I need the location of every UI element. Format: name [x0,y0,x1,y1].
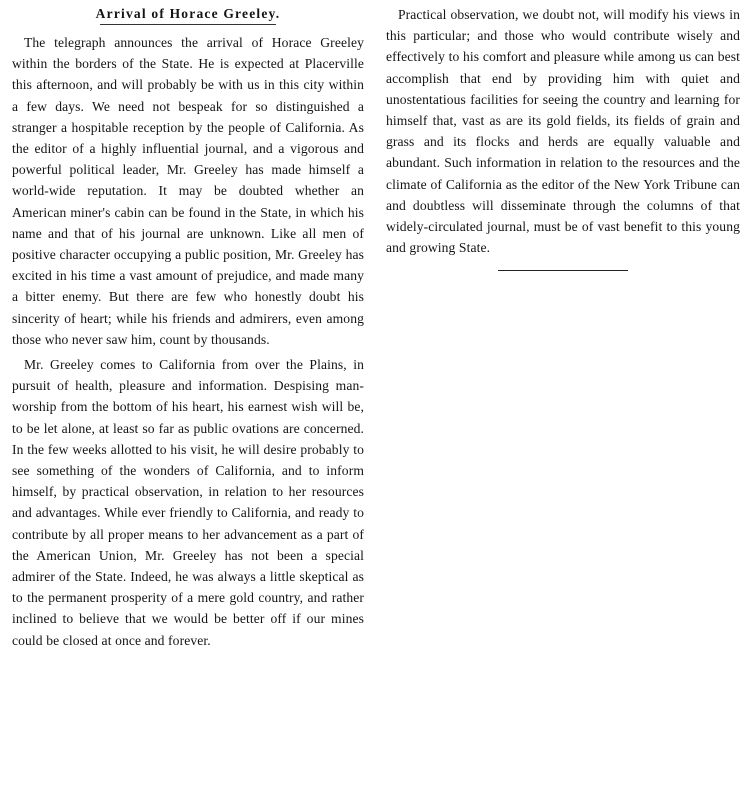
article-paragraph-2: Mr. Greeley comes to California from over the Plains, in pursuit of health, pleasure and information. Despising man-worship from the bottom of his heart, his earnest wish will be, to be let alone, at least so far as public ovations are concerned. In the few weeks allotted to his visit, he will desire probably to see something of the wonders of California, and to inform himself, by practical observation, in relation to her resources and advantages. While ever friendly to California, and ready to contribute by all proper means to her advancement as a part of the American Union, Mr. Greeley has not been a special admirer of the State. Indeed, he was always a little skeptical as to the permanent prosperity of a mere gold country, and rather inclined to believe that we would be better off if our mines could be closed at once and forever. [12,357,364,648]
article-paragraph-3: Practical observation, we doubt not, will modify his views in this particular; and those who would contribute wisely and effectively to his comfort and pleasure while among us can best accomplish that end by providing him with quiet and unostentatious facilities for seeing the country and learning for himself that, vast as are its gold fields, its fields of grain and grass and its flocks and herds are equally valuable and abundant. Such information in relation to the resources and the climate of California as the editor of the New York Tribune can and doubtless will disseminate through the columns of that widely-circulated journal, must be of vast benefit to this young and growing State. [386,7,740,256]
article-paragraph-1: The telegraph announces the arrival of Horace Greeley within the borders of the State. He is expected at Placerville this afternoon, and will probably be with us in this city within a few days. We need not bespeak for so distinguished a stranger a hospitable reception by the people of California. As the editor of a highly influential journal, and a vigorous and powerful political leader, Mr. Greeley has made himself a world-wide reputation. It may be doubted whether an American miner's cabin can be found in the State, in which his name and that of his journal are unknown. Like all men of positive character occupying a public position, Mr. Greeley has excited in his time a vast amount of prejudice, and made many a bitter enemy. But there are few who honestly doubt his sincerity of heart; while his friends and admirers, even among those who never saw him, count by thousands. [12,35,364,347]
end-of-article-rule [498,270,628,271]
right-column [386,4,740,271]
article-headline: Arrival of Horace Greeley. [95,6,281,21]
headline-underline [100,24,276,25]
left-column [12,4,364,651]
